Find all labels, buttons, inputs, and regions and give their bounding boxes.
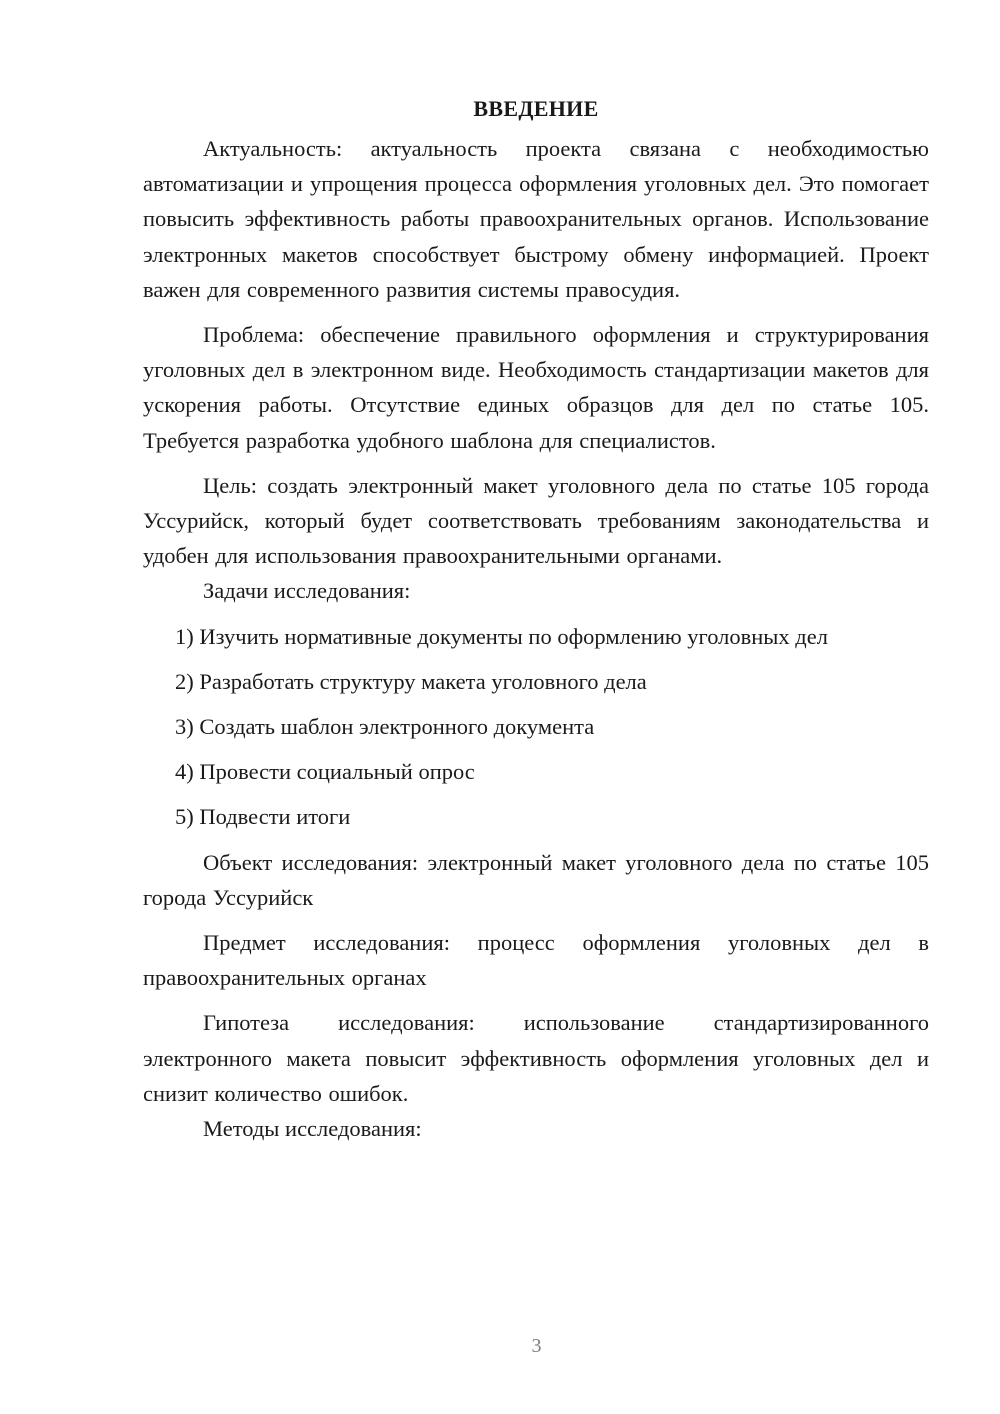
list-item: 2) Разработать структуру макета уголовного дела	[175, 668, 647, 694]
list-item: 3) Создать шаблон электронного документа	[175, 714, 595, 740]
methods-heading: Методы исследования:	[203, 1116, 422, 1142]
object-paragraph: Объект исследования: электронный макет уголовного дела по статье 105 города Уссурийск	[143, 849, 929, 910]
list-item: 1) Изучить нормативные документы по оформлению уголовных дел	[175, 623, 828, 649]
goal-paragraph: Цель: создать электронный макет уголовного дела по статье 105 города Уссурийск, который будет соответствовать требованиям законодательства и удобен для использования правоохранительными органами.	[143, 472, 929, 569]
section-heading: ВВЕДЕНИЕ	[473, 96, 599, 121]
document-page	[143, 92, 929, 1146]
list-item: 4) Провести социальный опрос	[175, 759, 475, 785]
list-item: 5) Подвести итоги	[175, 804, 351, 830]
page-number: 3	[531, 1335, 542, 1357]
tasks-heading: Задачи исследования:	[203, 578, 411, 604]
hypothesis-paragraph: Гипотеза исследования: использование стандартизированного электронного макета повысит эффективность оформления уголовных дел и снизит количество ошибок.	[143, 1010, 929, 1106]
subject-paragraph: Предмет исследования: процесс оформления уголовных дел в правоохранительных органах	[143, 930, 929, 991]
problem-paragraph: Проблема: обеспечение правильного оформления и структурирования уголовных дел в электронном виде. Необходимость стандартизации макетов для ускорения работы. Отсутствие единых образцов для дел по статье 105. Требуется разработка удобного шаблона для специалистов.	[143, 322, 929, 453]
tasks-list	[143, 619, 929, 835]
relevance-paragraph: Актуальность: актуальность проекта связана с необходимостью автоматизации и упрощения процесса оформления уголовных дел. Это помогает повысить эффективность работы правоохранительных органов. Использование электронных макетов способствует быстрому обмену информацией. Проект важен для современного развития системы правосудия.	[143, 136, 929, 302]
